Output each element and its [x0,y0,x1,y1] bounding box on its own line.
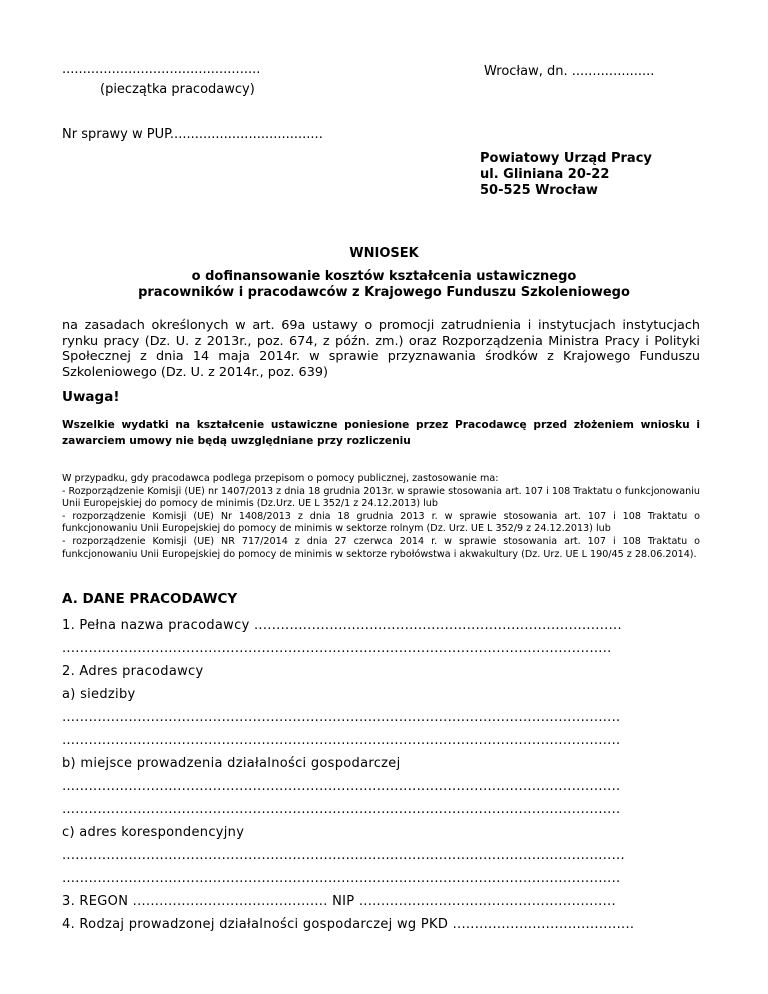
correspondence-address-field-2[interactable]: …........................................................................................................................... [62,871,621,886]
employer-address-label: 2. Adres pracodawcy [62,664,204,679]
intro-paragraph: na zasadach określonych w art. 69a ustawy o promocji zatrudnienia i instytucjach instytucjach rynku pracy (Dz. U. z 2013r., poz. 674, z późn. zm.) oraz Rozporządzenia Ministra Pracy i Polityki Społecznej z dnia 14 maja 2014r. w sprawie przyznawania środków z Krajowego Funduszu Szkoleniowego (Dz. U. z 2014r., poz. 639) [62,318,700,381]
section-a-heading: A. DANE PRACODAWCY [62,591,238,607]
stamp-dots: ................................................ [62,62,261,77]
date-field: Wrocław, dn. .................... [484,64,655,79]
employer-name-field-continuation[interactable]: ............................................................................................................................ [62,641,612,656]
pkd-activity-field[interactable]: 4. Rodzaj prowadzonej działalności gospodarczej wg PKD ......................................... [62,917,635,932]
headquarters-field-2[interactable]: …........................................................................................................................... [62,733,621,748]
fine-print-line: - rozporządzenie Komisji (UE) Nr 1408/2013 z dnia 18 grudnia 2013 r. w sprawie stosowania art. 107 i 108 Traktatu o funkcjonowaniu Unii Europejskiej do pomocy de minimis w sektorze rolnym (Dz. Urz. UE L 352/9 z 24.12.2013) lub [62,510,700,535]
fine-print [62,473,700,561]
fine-print-line: - Rozporządzenie Komisji (UE) nr 1407/2013 z dnia 18 grudnia 2013r. w sprawie stosowania art. 107 i 108 Traktatu o funkcjonowaniu Unii Europejskiej do pomocy de minimis (Dz.Urz. UE L 352/1 z 24.12.2013) lub [62,485,700,510]
document-subtitle-line1: o dofinansowanie kosztów kształcenia ustawicznego [191,269,577,284]
correspondence-address-label: c) adres korespondencyjny [62,825,245,840]
business-location-field-2[interactable]: …........................................................................................................................... [62,802,621,817]
recipient-name: Powiatowy Urząd Pracy [480,151,652,166]
notice-heading: Uwaga! [62,389,120,405]
document-title: WNIOSEK [349,246,419,261]
case-number-field: Nr sprawy w PUP..................................... [62,127,323,142]
fine-print-line: W przypadku, gdy pracodawca podlega przepisom o pomocy publicznej, zastosowanie ma: [62,473,499,484]
business-location-label: b) miejsce prowadzenia działalności gospodarczej [62,756,401,771]
recipient-city: 50-525 Wrocław [480,183,598,198]
notice-text: Wszelkie wydatki na kształcenie ustawiczne poniesione przez Pracodawcę przed złożeniem wniosku i zawarciem umowy nie będą uwzględniane przy rozliczeniu [62,419,700,447]
business-location-field-1[interactable]: …........................................................................................................................... [62,779,621,794]
employer-name-field[interactable]: 1. Pełna nazwa pracodawcy ................................................................................... [62,618,622,633]
regon-nip-field[interactable]: 3. REGON ............................................ NIP .......................................................... [62,894,616,909]
stamp-label: (pieczątka pracodawcy) [100,82,255,97]
headquarters-label: a) siedziby [62,687,136,702]
document-subtitle-line2: pracowników i pracodawców z Krajowego Funduszu Szkoleniowego [138,285,630,300]
correspondence-address-field-1[interactable]: ............................................................................................................................... [62,848,625,863]
recipient-street: ul. Gliniana 20-22 [480,167,610,182]
fine-print-line: - rozporządzenie Komisji (UE) NR 717/2014 z dnia 27 czerwca 2014 r. w sprawie stosowania art. 107 i 108 Traktatu o funkcjonowaniu Unii Europejskiej do pomocy de minimis w sektorze rybołówstwa i akwakultury (Dz. Urz. UE L 190/45 z 28.06.2014). [62,535,700,560]
headquarters-field-1[interactable]: …........................................................................................................................... [62,710,621,725]
